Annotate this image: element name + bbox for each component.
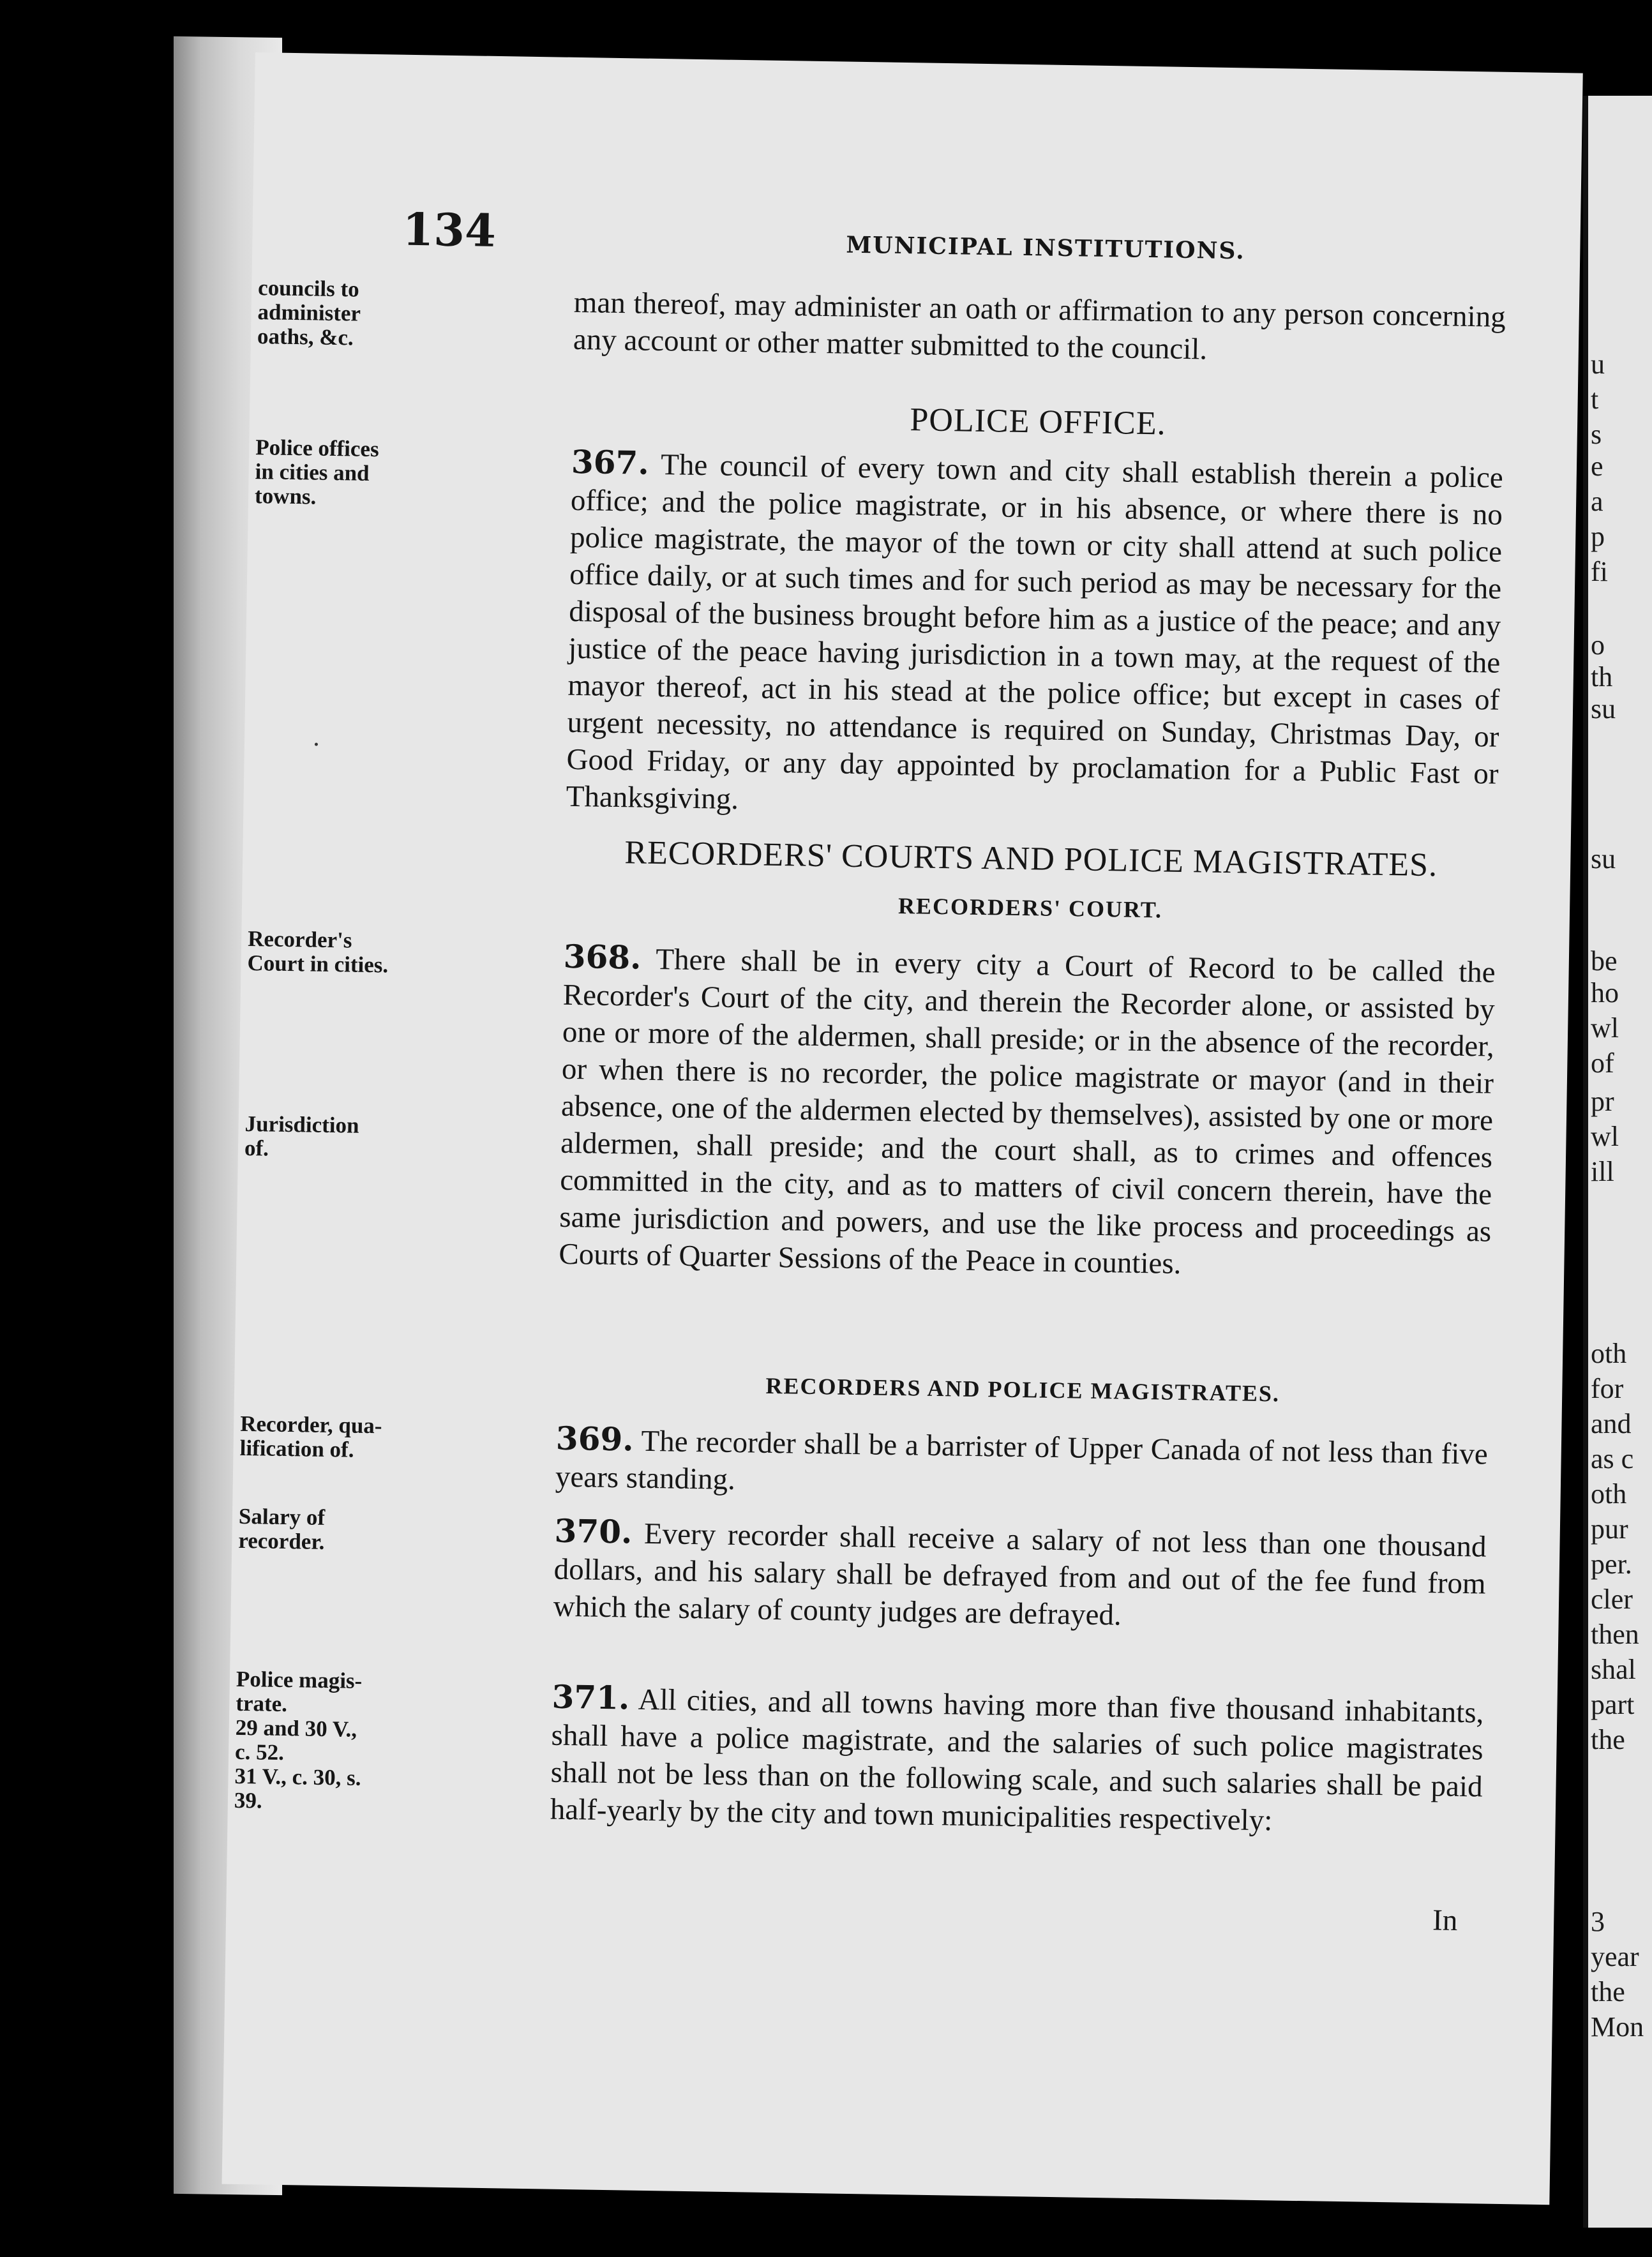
heading-police-office: POLICE OFFICE. [910, 401, 1167, 442]
page-number: 134 [402, 202, 497, 257]
facing-page-fragment: be [1591, 945, 1618, 977]
section-text: Every recorder shall receive a salary of not less than one thousand dollars, and his salary shall be defrayed from and out of the fee fund from which the salary of county judges are defrayed. [553, 1517, 1487, 1632]
section-367 [566, 444, 1503, 830]
section-number: 370. [554, 1511, 633, 1551]
section-number: 368. [563, 937, 642, 977]
facing-page-fragment: wl [1591, 1012, 1619, 1044]
facing-page-fragment: then [1591, 1619, 1639, 1650]
section-text: There shall be in every city a Court of Record to be called the Recorder's Court of the city, and therein the Recorder alone, or assisted by one or more of the aldermen, shall preside; or in the absence of the recorder, or when there is no recorder, the police magistrate or mayor (and in their absence, one of the aldermen elected by themselves), assisted by one or more aldermen, shall preside; and the court shall, as to crimes and offences committed in the city, and as to matters of civil concern therein, have the same jurisdiction and powers, and use the like process and proceedings as Courts of Quarter Sessions of the Peace in counties. [559, 943, 1496, 1281]
page-speck [315, 743, 318, 746]
facing-page-fragment: su [1591, 693, 1616, 724]
facing-page-fragment: 3 [1591, 1906, 1605, 1937]
facing-page-fragment: the [1591, 1976, 1625, 2007]
facing-page-fragment: and [1591, 1408, 1632, 1439]
facing-page-fragment: per. [1591, 1548, 1632, 1580]
facing-page-fragment: ho [1591, 977, 1619, 1009]
facing-page-fragment: th [1591, 661, 1613, 693]
section-371 [550, 1679, 1483, 1843]
section-368 [559, 938, 1496, 1287]
side-note-recorder-qualification: Recorder, qua- lification of. [239, 1411, 382, 1462]
facing-page-fragment: s [1591, 419, 1602, 450]
facing-page-fragment: fi [1591, 556, 1608, 587]
facing-page-fragment: of [1591, 1047, 1614, 1079]
catchword: In [1432, 1903, 1458, 1937]
running-head: MUNICIPAL INSTITUTIONS. [846, 231, 1246, 265]
facing-page-fragment: for [1591, 1373, 1624, 1404]
facing-page-fragment: e [1591, 451, 1603, 482]
facing-page-fragment: wl [1591, 1121, 1619, 1152]
section-text: The council of every town and city shall establish therein a police office; and the police magistrate, or in his absence, or where there is no police magistrate, the mayor of the town or city shall attend at such police office daily, or at such times and for such period as may be necessary for the disposal of the business brought before him as a justice of the peace; and any justice of the peace having jurisdiction in a town may, at the request of the mayor thereof, act in his stead at the police office; but except in cases of urgent necessity, no attendance is required on Sunday, Christmas Day, or Good Friday, or any day appointed by proclamation for a Public Fast or Thanksgiving. [566, 448, 1504, 816]
facing-page-fragment: pur [1591, 1513, 1628, 1545]
section-number: 371. [552, 1677, 630, 1717]
facing-page-fragment: oth [1591, 1338, 1627, 1369]
facing-page-fragment: pr [1591, 1086, 1614, 1117]
facing-page-fragment: a [1591, 486, 1603, 517]
section-369 [555, 1420, 1489, 1510]
facing-page-fragment: the [1591, 1724, 1625, 1755]
section-text: All cities, and all towns having more than five thousand inhabitants, shall have a police magistrate, and the salaries of such police magistrates shall not be less than on the following scale, and such salaries shall be paid half-yearly by the city and town municipalities respectively: [550, 1683, 1484, 1838]
subheading-recorders-court: RECORDERS' COURT. [897, 892, 1163, 923]
facing-page-fragment: o [1591, 629, 1605, 661]
section-number: 367. [571, 442, 650, 482]
side-note-salary-recorder: Salary of recorder. [238, 1503, 326, 1554]
heading-recorders-courts: RECORDERS' COURTS AND POLICE MAGISTRATES. [624, 834, 1438, 884]
facing-page-fragment: part [1591, 1689, 1635, 1720]
side-note-jurisdiction: Jurisdiction of. [244, 1111, 359, 1161]
side-note-recorders-court: Recorder's Court in cities. [247, 926, 389, 978]
book-page [222, 52, 1583, 2205]
section-text: The recorder shall be a barrister of Upper Canada of not less than five years standing. [555, 1424, 1489, 1497]
facing-page-fragment: Mon [1591, 2011, 1644, 2043]
side-note-police-offices: Police offices in cities and towns. [254, 435, 379, 509]
facing-page-fragment: as c [1591, 1443, 1634, 1474]
facing-page-fragment: oth [1591, 1478, 1627, 1510]
facing-page-fragment: su [1591, 843, 1616, 874]
facing-page-fragment: p [1591, 521, 1605, 552]
subheading-recorders-magistrates: RECORDERS AND POLICE MAGISTRATES. [765, 1372, 1280, 1407]
facing-page-fragment: u [1591, 349, 1605, 380]
section-370 [553, 1513, 1487, 1640]
section-number: 369. [555, 1419, 635, 1458]
facing-page-fragment: t [1591, 384, 1599, 415]
facing-page-fragment: shal [1591, 1654, 1636, 1685]
facing-page-fragment: year [1591, 1941, 1639, 1972]
facing-page-fragment: cler [1591, 1584, 1633, 1615]
side-note-oaths: councils to administer oaths, &c. [257, 275, 361, 350]
side-note-police-magistrate: Police magis- trate. 29 and 30 V., c. 52. 31 V., c. 30, s. 39. [234, 1666, 363, 1813]
paragraph-continued: man thereof, may administer an oath or affirmation to any person concerning any account or other matter submitted to the council. [573, 285, 1506, 366]
facing-page-fragment: ill [1591, 1156, 1614, 1187]
